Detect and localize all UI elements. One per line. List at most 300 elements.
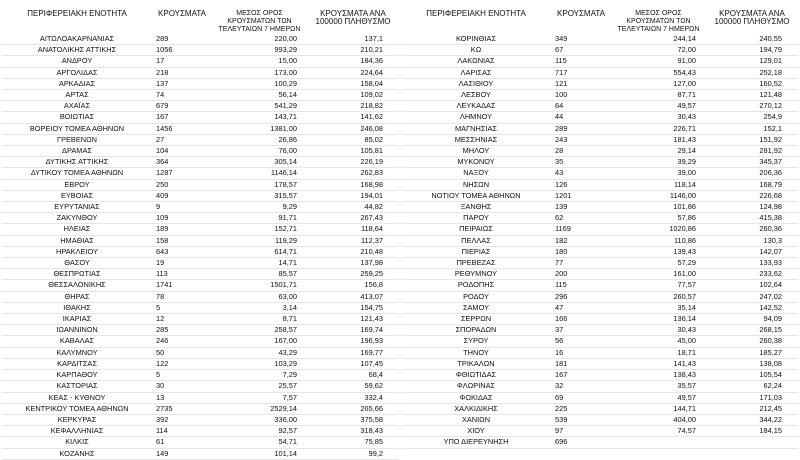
table-row <box>401 78 798 89</box>
region-cell: ΧΑΛΚΙΔΙΚΗΣ <box>401 403 551 414</box>
cases-cell: 643 <box>152 246 212 257</box>
cases-table-left <box>2 10 399 460</box>
region-cell: ΚΕΝΤΡΙΚΟΥ ΤΟΜΕΑ ΑΘΗΝΩΝ <box>2 403 152 414</box>
table-row <box>2 414 399 425</box>
per100k-cell: 210,48 <box>307 246 399 257</box>
region-cell: ΕΒΡΟΥ <box>2 179 152 190</box>
per100k-cell <box>706 437 798 448</box>
table-row <box>401 123 798 134</box>
region-cell: ΣΕΡΡΩΝ <box>401 314 551 325</box>
per100k-cell: 62,24 <box>706 381 798 392</box>
cases-cell: 35 <box>551 157 611 168</box>
per100k-cell: 226,19 <box>307 157 399 168</box>
region-cell: ΛΕΣΒΟΥ <box>401 90 551 101</box>
table-row <box>2 235 399 246</box>
region-cell: ΠΙΕΡΙΑΣ <box>401 246 551 257</box>
table-row <box>2 336 399 347</box>
avg-cell: 614,71 <box>212 246 307 257</box>
avg-cell: 30,43 <box>611 325 706 336</box>
table-row <box>2 146 399 157</box>
cases-cell: 289 <box>152 34 212 45</box>
per100k-cell: 160,52 <box>706 78 798 89</box>
avg-cell: 63,00 <box>212 291 307 302</box>
table-row <box>2 134 399 145</box>
region-cell: ΧΙΟΥ <box>401 426 551 437</box>
avg-cell: 91,00 <box>611 56 706 67</box>
table-row <box>401 414 798 425</box>
region-cell: ΑΡΚΑΔΙΑΣ <box>2 78 152 89</box>
table-row <box>2 90 399 101</box>
avg-cell: 554,43 <box>611 67 706 78</box>
avg-cell: 336,00 <box>212 414 307 425</box>
cases-cell: 1456 <box>152 123 212 134</box>
cases-cell: 62 <box>551 213 611 224</box>
avg-cell: 39,29 <box>611 157 706 168</box>
avg-cell: 57,29 <box>611 258 706 269</box>
avg-cell: 167,00 <box>212 336 307 347</box>
avg-cell: 138,43 <box>611 370 706 381</box>
avg-cell: 315,57 <box>212 190 307 201</box>
avg-cell: 178,57 <box>212 179 307 190</box>
region-cell: ΖΑΚΥΝΘΟΥ <box>2 213 152 224</box>
table-row <box>401 224 798 235</box>
per100k-cell: 124,98 <box>706 202 798 213</box>
region-cell: ΕΥΡΥΤΑΝΙΑΣ <box>2 202 152 213</box>
avg-cell: 8,71 <box>212 314 307 325</box>
table-row <box>2 258 399 269</box>
region-header: ΠΕΡΙΦΕΡΕΙΑΚΗ ΕΝΟΤΗΤΑ <box>426 9 526 18</box>
avg-cell: 57,86 <box>611 213 706 224</box>
per100k-cell: 130,3 <box>706 235 798 246</box>
per100k-cell: 344,22 <box>706 414 798 425</box>
region-cell: ΡΟΔΟΠΗΣ <box>401 280 551 291</box>
region-cell: ΗΛΕΙΑΣ <box>2 224 152 235</box>
per100k-cell: 168,98 <box>307 179 399 190</box>
table-row <box>401 358 798 369</box>
table-row <box>2 246 399 257</box>
region-header: ΠΕΡΙΦΕΡΕΙΑΚΗ ΕΝΟΤΗΤΑ <box>27 9 127 18</box>
region-cell: ΕΥΒΟΙΑΣ <box>2 190 152 201</box>
per100k-cell: 194,79 <box>706 45 798 56</box>
region-cell: ΛΗΜΝΟΥ <box>401 112 551 123</box>
per100k-cell: 105,81 <box>307 146 399 157</box>
region-cell: ΤΗΝΟΥ <box>401 347 551 358</box>
per100k-cell: 75,85 <box>307 437 399 448</box>
region-cell: ΚΕΡΚΥΡΑΣ <box>2 414 152 425</box>
table-row <box>2 403 399 414</box>
table-row <box>401 246 798 257</box>
avg-cell: 9,29 <box>212 202 307 213</box>
cases-cell: 539 <box>551 414 611 425</box>
table-row <box>2 314 399 325</box>
avg-cell: 49,57 <box>611 101 706 112</box>
cases-cell: 67 <box>551 45 611 56</box>
cases-cell: 28 <box>551 146 611 157</box>
per100k-header: ΚΡΟΥΣΜΑΤΑ ΑΝΑ 100000 ΠΛΗΘΥΣΜΟ <box>714 9 790 26</box>
cases-cell: 166 <box>551 314 611 325</box>
avg-cell: 87,71 <box>611 90 706 101</box>
cases-cell: 114 <box>152 426 212 437</box>
cases-cell: 37 <box>551 325 611 336</box>
cases-cell: 296 <box>551 291 611 302</box>
avg-cell: 45,00 <box>611 336 706 347</box>
per100k-cell: 260,36 <box>706 224 798 235</box>
region-cell: ΘΕΣΠΡΩΤΙΑΣ <box>2 269 152 280</box>
table-row <box>2 224 399 235</box>
table-row <box>401 347 798 358</box>
per100k-cell: 121,43 <box>307 314 399 325</box>
table-row <box>401 179 798 190</box>
avg-cell: 30,43 <box>611 112 706 123</box>
cases-cell: 9 <box>152 202 212 213</box>
per100k-cell: 184,36 <box>307 56 399 67</box>
avg-cell: 7,29 <box>212 370 307 381</box>
per100k-cell: 68,4 <box>307 370 399 381</box>
avg-cell: 260,57 <box>611 291 706 302</box>
cases-cell: 19 <box>152 258 212 269</box>
per100k-cell: 142,07 <box>706 246 798 257</box>
per100k-cell: 121,48 <box>706 90 798 101</box>
region-cell: ΠΕΛΛΑΣ <box>401 235 551 246</box>
per100k-cell: 332,4 <box>307 392 399 403</box>
table-row <box>401 134 798 145</box>
cases-cell: 149 <box>152 448 212 459</box>
avg-cell: 161,00 <box>611 269 706 280</box>
per100k-cell: 218,82 <box>307 101 399 112</box>
table-row <box>2 157 399 168</box>
cases-cell: 139 <box>551 202 611 213</box>
per100k-cell: 267,43 <box>307 213 399 224</box>
avg-cell: 305,14 <box>212 157 307 168</box>
table-row <box>2 381 399 392</box>
per100k-cell: 268,15 <box>706 325 798 336</box>
per100k-cell: 224,64 <box>307 67 399 78</box>
per100k-cell: 246,08 <box>307 123 399 134</box>
per100k-cell: 262,83 <box>307 168 399 179</box>
avg-cell: 110,86 <box>611 235 706 246</box>
cases-cell: 61 <box>152 437 212 448</box>
avg-cell: 77,57 <box>611 280 706 291</box>
table-row <box>2 269 399 280</box>
avg-cell: 18,71 <box>611 347 706 358</box>
cases-cell: 137 <box>152 78 212 89</box>
table-row <box>401 56 798 67</box>
table-row <box>2 179 399 190</box>
table-row <box>2 67 399 78</box>
cases-cell: 158 <box>152 235 212 246</box>
avg-cell: 993,29 <box>212 45 307 56</box>
region-cell: ΒΟΡΕΙΟΥ ΤΟΜΕΑ ΑΘΗΝΩΝ <box>2 123 152 134</box>
per100k-cell: 156,8 <box>307 280 399 291</box>
cases-cell: 122 <box>152 358 212 369</box>
cases-cell: 189 <box>152 224 212 235</box>
region-cell: ΝΟΤΙΟΥ ΤΟΜΕΑ ΑΘΗΝΩΝ <box>401 190 551 201</box>
avg-cell: 15,00 <box>212 56 307 67</box>
table-row <box>401 34 798 45</box>
table-row <box>2 56 399 67</box>
region-cell: ΦΛΩΡΙΝΑΣ <box>401 381 551 392</box>
per100k-cell: 169,74 <box>307 325 399 336</box>
per100k-cell: 318,43 <box>307 426 399 437</box>
cases-cell: 392 <box>152 414 212 425</box>
region-cell: ΚΩ <box>401 45 551 56</box>
per100k-cell: 85,02 <box>307 134 399 145</box>
table-row <box>401 258 798 269</box>
table-row <box>2 112 399 123</box>
per100k-cell: 158,04 <box>307 78 399 89</box>
avg-cell: 54,71 <box>212 437 307 448</box>
cases-cell: 16 <box>551 347 611 358</box>
cases-cell: 121 <box>551 78 611 89</box>
avg-cell: 101,14 <box>212 448 307 459</box>
table-row <box>401 112 798 123</box>
region-cell: ΜΥΚΟΝΟΥ <box>401 157 551 168</box>
per100k-cell: 112,37 <box>307 235 399 246</box>
per100k-cell: 415,38 <box>706 213 798 224</box>
region-cell: ΚΑΛΥΜΝΟΥ <box>2 347 152 358</box>
cases-cell: 225 <box>551 403 611 414</box>
avg-cell: 226,71 <box>611 123 706 134</box>
per100k-cell: 185,27 <box>706 347 798 358</box>
region-cell: ΚΕΦΑΛΛΗΝΙΑΣ <box>2 426 152 437</box>
table-row <box>401 392 798 403</box>
avg-cell: 25,57 <box>212 381 307 392</box>
table-row <box>401 202 798 213</box>
cases-header: ΚΡΟΥΣΜΑΤΑ <box>557 9 605 18</box>
avg-cell: 56,14 <box>212 90 307 101</box>
region-cell: ΑΧΑΪΑΣ <box>2 101 152 112</box>
table-body-left <box>2 34 399 459</box>
cases-cell: 43 <box>551 168 611 179</box>
per100k-cell: 152,1 <box>706 123 798 134</box>
cases-cell: 44 <box>551 112 611 123</box>
per100k-cell: 196,93 <box>307 336 399 347</box>
region-cell: ΡΟΔΟΥ <box>401 291 551 302</box>
region-cell: ΣΠΟΡΑΔΩΝ <box>401 325 551 336</box>
avg-cell: 2529,14 <box>212 403 307 414</box>
cases-cell: 243 <box>551 134 611 145</box>
table-row <box>401 146 798 157</box>
table-row <box>401 381 798 392</box>
cases-cell: 47 <box>551 302 611 313</box>
table-row <box>2 78 399 89</box>
table-row <box>401 370 798 381</box>
avg-cell: 101,86 <box>611 202 706 213</box>
region-cell: ΠΕΙΡΑΙΩΣ <box>401 224 551 235</box>
avg-cell: 152,71 <box>212 224 307 235</box>
table-row <box>401 213 798 224</box>
per100k-cell: 129,01 <box>706 56 798 67</box>
region-cell: ΣΥΡΟΥ <box>401 336 551 347</box>
table-row <box>401 403 798 414</box>
avg-header: ΜΕΣΟΣ ΟΡΟΣ ΚΡΟΥΣΜΑΤΩΝ ΤΩΝ ΤΕΛΕΥΤΑΙΩΝ 7 ΗΜΕΡΩΝ <box>218 10 301 33</box>
per100k-cell: 169,77 <box>307 347 399 358</box>
cases-cell: 679 <box>152 101 212 112</box>
table-row <box>2 45 399 56</box>
per100k-cell: 168,79 <box>706 179 798 190</box>
table-row <box>401 157 798 168</box>
cases-cell: 717 <box>551 67 611 78</box>
region-cell: ΛΕΥΚΑΔΑΣ <box>401 101 551 112</box>
avg-cell: 118,14 <box>611 179 706 190</box>
avg-cell: 220,00 <box>212 34 307 45</box>
region-cell: ΜΑΓΝΗΣΙΑΣ <box>401 123 551 134</box>
cases-cell: 5 <box>152 302 212 313</box>
avg-cell: 136,14 <box>611 314 706 325</box>
region-cell: ΛΑΡΙΣΑΣ <box>401 67 551 78</box>
table-row <box>401 67 798 78</box>
table-row <box>2 213 399 224</box>
avg-cell: 49,57 <box>611 392 706 403</box>
cases-cell: 167 <box>551 370 611 381</box>
cases-cell: 115 <box>551 280 611 291</box>
cases-cell: 200 <box>551 269 611 280</box>
avg-cell: 1146,14 <box>212 168 307 179</box>
region-cell: ΥΠΟ ΔΙΕΡΕΥΝΗΣΗ <box>401 437 551 448</box>
table-header-row <box>2 10 399 34</box>
per100k-cell: 226,68 <box>706 190 798 201</box>
avg-cell: 35,14 <box>611 302 706 313</box>
table-row <box>2 370 399 381</box>
avg-cell: 181,43 <box>611 134 706 145</box>
region-cell: ΙΩΑΝΝΙΝΩΝ <box>2 325 152 336</box>
per100k-cell: 259,25 <box>307 269 399 280</box>
table-row <box>2 202 399 213</box>
per100k-cell: 206,36 <box>706 168 798 179</box>
avg-cell: 141,43 <box>611 358 706 369</box>
per100k-cell: 138,08 <box>706 358 798 369</box>
region-cell: ΑΝΑΤΟΛΙΚΗΣ ΑΤΤΙΚΗΣ <box>2 45 152 56</box>
avg-cell: 26,86 <box>212 134 307 145</box>
per100k-cell: 233,62 <box>706 269 798 280</box>
table-row <box>2 34 399 45</box>
region-cell: ΧΑΝΙΩΝ <box>401 414 551 425</box>
region-cell: ΝΑΞΟΥ <box>401 168 551 179</box>
region-cell: ΘΕΣΣΑΛΟΝΙΚΗΣ <box>2 280 152 291</box>
per100k-cell: 194,01 <box>307 190 399 201</box>
cases-cell: 2735 <box>152 403 212 414</box>
region-cell: ΙΚΑΡΙΑΣ <box>2 314 152 325</box>
cases-cell: 1287 <box>152 168 212 179</box>
per100k-cell: 254,9 <box>706 112 798 123</box>
table-row <box>401 90 798 101</box>
avg-cell: 244,14 <box>611 34 706 45</box>
region-cell: ΓΡΕΒΕΝΩΝ <box>2 134 152 145</box>
region-cell: ΚΙΛΚΙΣ <box>2 437 152 448</box>
region-cell: ΜΕΣΣΗΝΙΑΣ <box>401 134 551 145</box>
per100k-cell: 252,18 <box>706 67 798 78</box>
cases-cell: 1056 <box>152 45 212 56</box>
region-cell: ΔΥΤΙΚΟΥ ΤΟΜΕΑ ΑΘΗΝΩΝ <box>2 168 152 179</box>
region-cell: ΑΡΓΟΛΙΔΑΣ <box>2 67 152 78</box>
cases-cell: 364 <box>152 157 212 168</box>
avg-cell: 85,57 <box>212 269 307 280</box>
table-row <box>401 336 798 347</box>
avg-header: ΜΕΣΟΣ ΟΡΟΣ ΚΡΟΥΣΜΑΤΩΝ ΤΩΝ ΤΕΛΕΥΤΑΙΩΝ 7 ΗΜΕΡΩΝ <box>617 10 700 33</box>
table-row <box>401 291 798 302</box>
region-cell: ΚΑΡΔΙΤΣΑΣ <box>2 358 152 369</box>
avg-cell: 72,00 <box>611 45 706 56</box>
region-cell: ΔΥΤΙΚΗΣ ΑΤΤΙΚΗΣ <box>2 157 152 168</box>
cases-cell: 97 <box>551 426 611 437</box>
region-cell: ΦΘΙΩΤΙΔΑΣ <box>401 370 551 381</box>
region-cell: ΔΡΑΜΑΣ <box>2 146 152 157</box>
avg-cell: 43,29 <box>212 347 307 358</box>
cases-cell: 1201 <box>551 190 611 201</box>
per100k-cell: 375,58 <box>307 414 399 425</box>
cases-cell: 74 <box>152 90 212 101</box>
avg-cell: 39,00 <box>611 168 706 179</box>
cases-cell: 181 <box>551 358 611 369</box>
per100k-cell: 281,92 <box>706 146 798 157</box>
region-cell: ΗΡΑΚΛΕΙΟΥ <box>2 246 152 257</box>
cases-cell: 182 <box>551 235 611 246</box>
avg-cell: 76,00 <box>212 146 307 157</box>
table-row <box>2 426 399 437</box>
cases-cell: 285 <box>152 325 212 336</box>
table-row <box>401 168 798 179</box>
cases-cell: 56 <box>551 336 611 347</box>
per100k-cell: 107,45 <box>307 358 399 369</box>
per100k-cell: 270,12 <box>706 101 798 112</box>
cases-cell: 1741 <box>152 280 212 291</box>
per100k-cell: 247,02 <box>706 291 798 302</box>
per100k-cell: 141,62 <box>307 112 399 123</box>
cases-cell: 50 <box>152 347 212 358</box>
cases-cell: 5 <box>152 370 212 381</box>
per100k-cell: 142,52 <box>706 302 798 313</box>
avg-cell: 100,29 <box>212 78 307 89</box>
cases-cell: 246 <box>152 336 212 347</box>
cases-cell: 104 <box>152 146 212 157</box>
table-row <box>2 168 399 179</box>
table-row <box>401 280 798 291</box>
table-row <box>401 235 798 246</box>
cases-cell: 115 <box>551 56 611 67</box>
region-cell: ΛΑΚΩΝΙΑΣ <box>401 56 551 67</box>
cases-header: ΚΡΟΥΣΜΑΤΑ <box>158 9 206 18</box>
region-cell: ΘΑΣΟΥ <box>2 258 152 269</box>
cases-cell: 349 <box>551 34 611 45</box>
region-cell: ΝΗΣΩΝ <box>401 179 551 190</box>
cases-cell: 78 <box>152 291 212 302</box>
table-row <box>401 314 798 325</box>
avg-cell: 103,29 <box>212 358 307 369</box>
per100k-cell: 137,1 <box>307 34 399 45</box>
per100k-cell: 151,92 <box>706 134 798 145</box>
avg-cell: 1020,86 <box>611 224 706 235</box>
avg-cell: 139,43 <box>611 246 706 257</box>
per100k-cell: 102,64 <box>706 280 798 291</box>
region-cell: ΒΟΙΩΤΙΑΣ <box>2 112 152 123</box>
cases-cell: 218 <box>152 67 212 78</box>
table-row <box>401 269 798 280</box>
per100k-cell: 212,45 <box>706 403 798 414</box>
per100k-cell: 154,75 <box>307 302 399 313</box>
region-cell: ΦΩΚΙΔΑΣ <box>401 392 551 403</box>
avg-cell: 1146,00 <box>611 190 706 201</box>
cases-cell: 64 <box>551 101 611 112</box>
per100k-cell: 137,98 <box>307 258 399 269</box>
per100k-header: ΚΡΟΥΣΜΑΤΑ ΑΝΑ 100000 ΠΛΗΘΥΣΜΟ <box>315 9 391 26</box>
cases-cell: 12 <box>152 314 212 325</box>
region-cell: ΚΑΣΤΟΡΙΑΣ <box>2 381 152 392</box>
per100k-cell: 265,66 <box>307 403 399 414</box>
avg-cell: 143,71 <box>212 112 307 123</box>
region-cell: ΚΑΡΠΑΘΟΥ <box>2 370 152 381</box>
avg-cell: 3,14 <box>212 302 307 313</box>
per100k-cell: 44,82 <box>307 202 399 213</box>
